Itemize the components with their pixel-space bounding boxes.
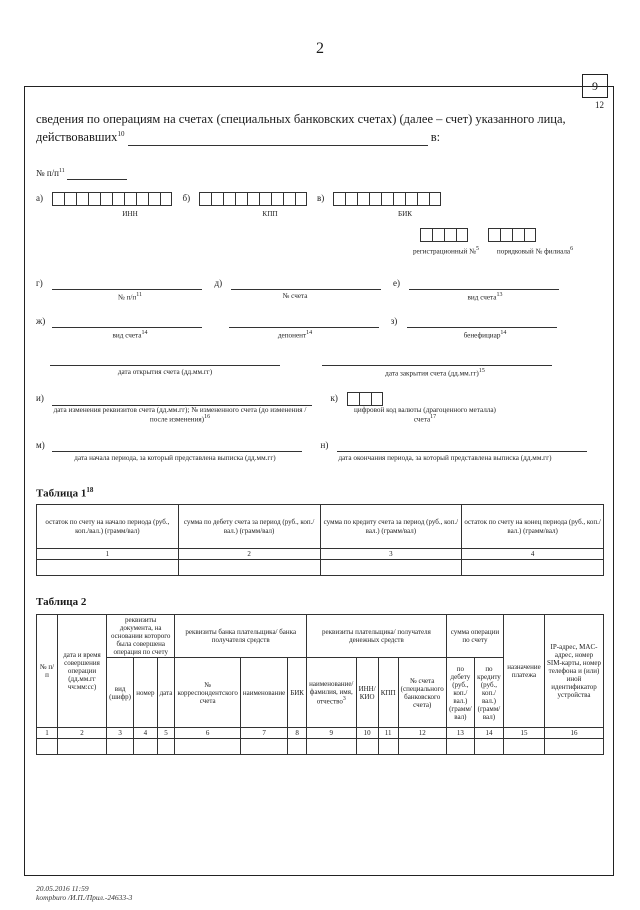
- t2-num: 6: [175, 728, 240, 739]
- table1-cell[interactable]: [462, 560, 604, 576]
- currency-cells[interactable]: [347, 392, 383, 406]
- e-input[interactable]: [409, 279, 559, 290]
- row-bank-ids: [36, 192, 441, 206]
- t2-num: 8: [288, 728, 307, 739]
- t2-h-payer-name: наименование/ фамилия, имя, отчество$^3$: [306, 658, 356, 728]
- table1-header-1: остаток по счету на начало периода (руб., коп./вал.) (грамм/вал): [37, 505, 179, 549]
- corner-number-box: 9: [582, 74, 608, 98]
- label-a: а): [36, 193, 43, 204]
- table1-num-4: 4: [462, 549, 604, 560]
- table1-title: Таблица $1^{18}$: [36, 486, 94, 500]
- branch-cells[interactable]: [488, 228, 536, 242]
- label-n: н): [320, 440, 329, 450]
- row-participants: [36, 316, 557, 328]
- stamp-line2: kompburo /И.П./Прил.-24633-3: [36, 893, 133, 902]
- t2-num: 1: [37, 728, 58, 739]
- heading-in-label: в:: [430, 130, 441, 145]
- t2-h-doc-type: вид (шифр): [107, 658, 134, 728]
- t2-num: 9: [306, 728, 356, 739]
- row-changes: [36, 392, 383, 406]
- inner-page-number: 12: [595, 100, 604, 110]
- num-input[interactable]: [67, 169, 127, 180]
- row-reg: [420, 228, 536, 242]
- t2-h-corr: № корреспондентского счета: [175, 658, 240, 728]
- t2-h-bik: БИК: [288, 658, 307, 728]
- label-z: з): [390, 316, 398, 326]
- bik-cells[interactable]: [333, 192, 441, 206]
- t2-h-credit: по кредиту (руб., коп./вал.) (грамм/вал): [474, 658, 503, 728]
- t2-cell[interactable]: [474, 739, 503, 755]
- row-account: [36, 278, 559, 290]
- t2-num: 11: [378, 728, 398, 739]
- table1: [36, 504, 604, 576]
- row-num: [36, 168, 127, 180]
- heading-line1: сведения по операциям на счетах (специальных банковских счетах) (далее – счет) указанного лица,: [36, 112, 566, 126]
- t2-cell[interactable]: [134, 739, 157, 755]
- table1-cell[interactable]: [178, 560, 320, 576]
- change-input[interactable]: [52, 395, 312, 406]
- row-period: [36, 440, 587, 452]
- zh-input[interactable]: [52, 317, 202, 328]
- table1-cell[interactable]: [37, 560, 179, 576]
- table1-num-3: 3: [320, 549, 462, 560]
- period-start-input[interactable]: [52, 441, 302, 452]
- t2-cell[interactable]: [306, 739, 356, 755]
- caption-account-no: № счета: [282, 292, 308, 300]
- caption-bik: БИК: [397, 210, 413, 218]
- t2-num: 10: [356, 728, 378, 739]
- t2-h-bank: реквизиты банка плательщика/ банка получателя средств: [175, 615, 307, 658]
- table2: [36, 614, 604, 755]
- num-sup: 11: [58, 168, 65, 174]
- row-dates: [36, 354, 552, 366]
- caption-period-start: дата начала периода, за который представлена выписка (дд.мм.гг): [74, 454, 276, 462]
- beneficiary-input[interactable]: [407, 317, 557, 328]
- t2-cell[interactable]: [240, 739, 287, 755]
- table1-header-2: сумма по дебету счета за период (руб., коп./вал.) (грамм/вал): [178, 505, 320, 549]
- form-heading: [36, 110, 596, 146]
- t2-num: 14: [474, 728, 503, 739]
- caption-inn: ИНН: [122, 210, 138, 218]
- t2-num: 15: [504, 728, 545, 739]
- t2-cell[interactable]: [356, 739, 378, 755]
- label-b: б): [182, 193, 191, 204]
- kpp-cells[interactable]: [199, 192, 307, 206]
- reg-cells[interactable]: [420, 228, 468, 242]
- t2-h-doc-date: дата: [157, 658, 175, 728]
- t2-num: 4: [134, 728, 157, 739]
- t2-h-purpose: назначение платежа: [504, 615, 545, 728]
- heading-line2: действовавших: [36, 130, 118, 145]
- label-i: и): [36, 393, 44, 404]
- t2-cell[interactable]: [545, 739, 604, 755]
- label-m: м): [36, 440, 45, 450]
- caption-currency: цифровой код валюты (драгоценного металла) счета$^{17}$: [354, 406, 496, 424]
- t2-h-num: № п/п: [37, 615, 58, 728]
- table2-title: Таблица 2: [36, 596, 87, 608]
- close-date-input[interactable]: [322, 355, 552, 366]
- t2-num: 12: [398, 728, 446, 739]
- table1-cell[interactable]: [320, 560, 462, 576]
- t2-h-debit: по дебету (руб., коп./вал.) (грамм/вал): [446, 658, 474, 728]
- t2-cell[interactable]: [58, 739, 107, 755]
- caption-depositor: депонент$^{14}$: [277, 330, 313, 340]
- num-label: № п/п: [36, 168, 59, 178]
- caption-change: дата изменения реквизитов счета (дд.мм.гг); № измененного счета (до изменения / после изменения)$^{16}$: [53, 406, 307, 424]
- t2-cell[interactable]: [107, 739, 134, 755]
- label-v: в): [317, 193, 325, 204]
- label-d: д): [214, 278, 223, 288]
- print-stamp: [36, 884, 132, 902]
- caption-period-end: дата окончания периода, за который представлена выписка (дд.мм.гг): [338, 454, 552, 462]
- inn-cells[interactable]: [52, 192, 172, 206]
- page-number: 2: [316, 40, 324, 57]
- caption-kpp: КПП: [262, 210, 278, 218]
- caption-beneficiary: бенефициар$^{14}$: [463, 330, 507, 340]
- caption-close-date: дата закрытия счета $(дд.мм.гг)^{15}$: [385, 368, 485, 378]
- t2-cell[interactable]: [288, 739, 307, 755]
- depositor-input[interactable]: [229, 317, 379, 328]
- t2-h-date: дата и время совершения операции (дд.мм.гг чч:мм:сс): [58, 615, 107, 728]
- caption-section: вид счета$^{14}$: [112, 330, 148, 340]
- g-input[interactable]: [52, 279, 202, 290]
- t2-cell[interactable]: [446, 739, 474, 755]
- label-zh: ж): [36, 316, 46, 326]
- caption-open-date: дата открытия счета (дд.мм.гг): [117, 368, 213, 376]
- t2-h-doc: реквизиты документа, на основании которого была совершена операция по счету: [107, 615, 175, 658]
- label-k: к): [330, 393, 338, 404]
- caption-g: № $п/п^{11}$: [117, 292, 143, 302]
- t2-num: 2: [58, 728, 107, 739]
- heading-blank-line[interactable]: [128, 135, 428, 146]
- label-g: г): [36, 278, 43, 288]
- t2-h-acc: № счета (специального банковского счета): [398, 658, 446, 728]
- table1-num-1: 1: [37, 549, 179, 560]
- t2-h-payer: реквизиты плательщика/ получателя денежных средств: [306, 615, 446, 658]
- t2-h-sum: сумма операции по счету: [446, 615, 503, 658]
- table1-num-2: 2: [178, 549, 320, 560]
- table1-header-3: сумма по кредиту счета за период (руб., коп./вал.) (грамм/вал): [320, 505, 462, 549]
- t2-num: 13: [446, 728, 474, 739]
- period-end-input[interactable]: [337, 441, 587, 452]
- t2-cell[interactable]: [504, 739, 545, 755]
- t2-h-inn: ИНН/ КИО: [356, 658, 378, 728]
- table1-header-4: остаток по счету на конец периода (руб., коп./вал.) (грамм/вал): [462, 505, 604, 549]
- t2-cell[interactable]: [175, 739, 240, 755]
- caption-branch: порядковый № филиала$^6$: [496, 246, 574, 256]
- t2-cell[interactable]: [398, 739, 446, 755]
- caption-reg: регистрационный №$^5$: [412, 246, 480, 256]
- t2-h-doc-no: номер: [134, 658, 157, 728]
- t2-num: 7: [240, 728, 287, 739]
- stamp-line1: 20.05.2016 11:59: [36, 884, 89, 893]
- t2-h-ip: IP-адрес, MAC-адрес, номер SIM-карты, номер телефона и (или) иной идентификатор устройства: [545, 615, 604, 728]
- t2-cell[interactable]: [378, 739, 398, 755]
- t2-num: 3: [107, 728, 134, 739]
- label-e: е): [393, 278, 400, 288]
- heading-footnote: 10: [117, 129, 125, 138]
- t2-num: 16: [545, 728, 604, 739]
- d-input[interactable]: [231, 279, 381, 290]
- t2-cell[interactable]: [157, 739, 175, 755]
- t2-h-kpp: КПП: [378, 658, 398, 728]
- t2-h-bank-name: наименование: [240, 658, 287, 728]
- open-date-input[interactable]: [50, 355, 280, 366]
- t2-num: 5: [157, 728, 175, 739]
- caption-account-type: вид счета$^{13}$: [467, 292, 503, 302]
- t2-cell[interactable]: [37, 739, 58, 755]
